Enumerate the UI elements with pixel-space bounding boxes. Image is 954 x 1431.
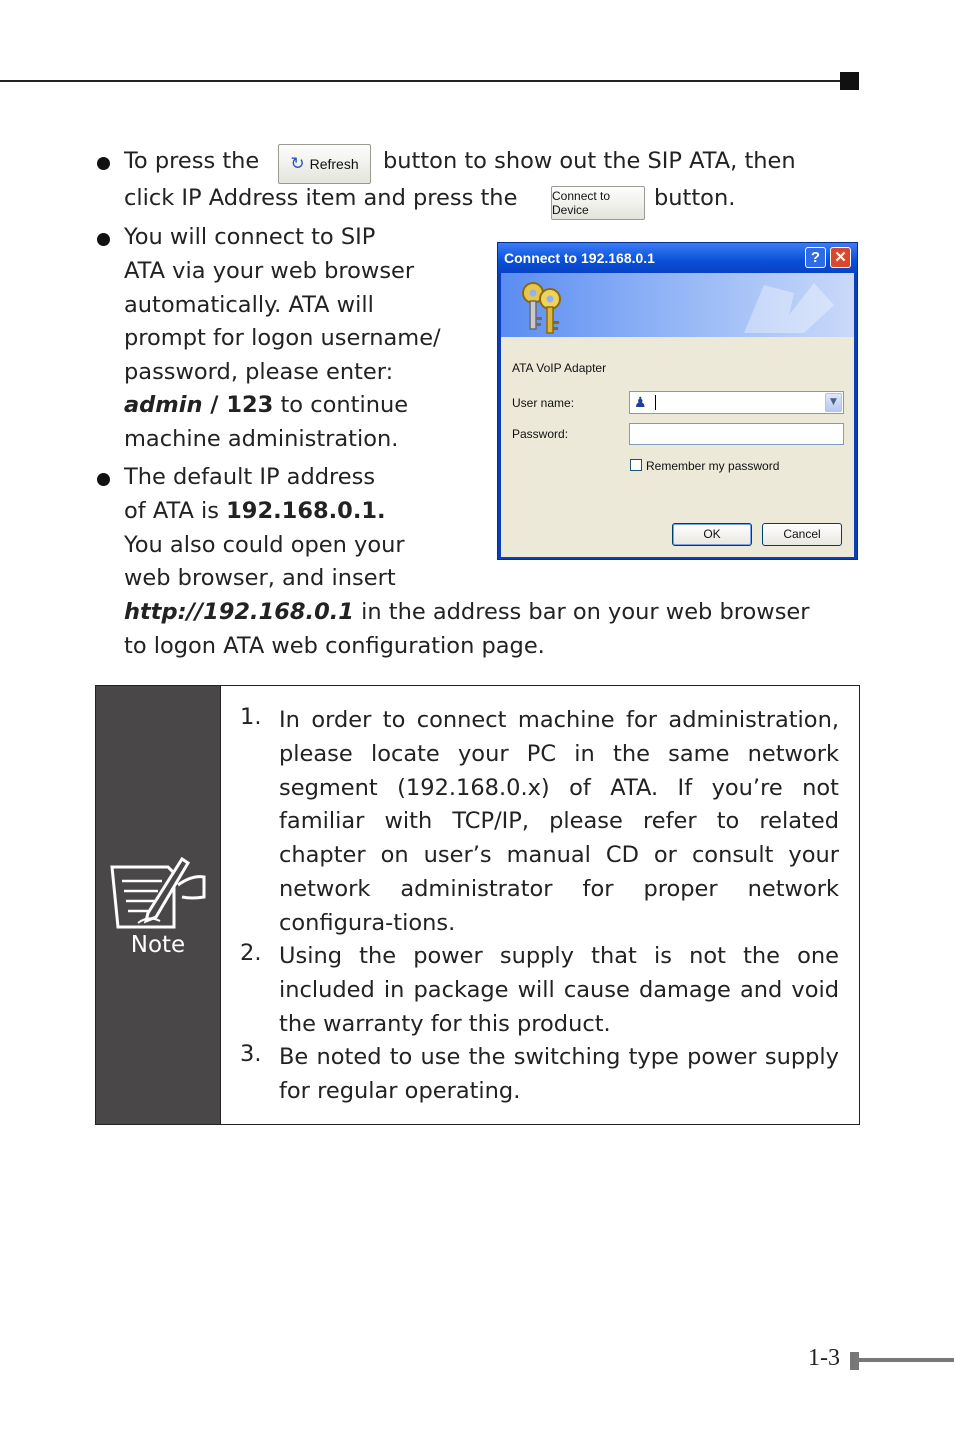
- realm-label: ATA VoIP Adapter: [512, 361, 607, 375]
- bullet3-url-rest: in the address bar on your web browser: [353, 599, 810, 625]
- username-label: User name:: [512, 396, 575, 410]
- login-dialog: [497, 242, 858, 560]
- note-item-number: 3.: [240, 1041, 262, 1067]
- credential-separator: /: [202, 392, 227, 418]
- refresh-button-image: [278, 144, 371, 184]
- password-input[interactable]: [629, 423, 844, 445]
- username-input[interactable]: [629, 391, 844, 414]
- note-item-number: 1.: [240, 704, 262, 730]
- chevron-down-icon[interactable]: ▼: [825, 393, 842, 412]
- bullet2-line: prompt for logon username/: [124, 325, 441, 351]
- refresh-button-label: Refresh: [309, 156, 359, 172]
- bullet3-line: [124, 599, 810, 625]
- note-label: Note: [130, 932, 186, 958]
- header-rule: [0, 80, 845, 82]
- credentials-rest: to continue: [273, 392, 409, 418]
- dialog-title: Connect to 192.168.0.1: [504, 250, 655, 266]
- user-icon: ♟: [634, 395, 647, 411]
- dialog-titlebar: [498, 243, 857, 273]
- bullet3-line: The default IP address: [124, 464, 376, 490]
- bullet3-line: You also could open your: [124, 532, 405, 558]
- note-item-number: 2.: [240, 940, 262, 966]
- cancel-button[interactable]: Cancel: [762, 523, 842, 546]
- footer-rule: [858, 1358, 954, 1362]
- bullet1-text-b: button to show out the SIP ATA, then: [383, 148, 796, 174]
- bullet2-line: automatically. ATA will: [124, 292, 374, 318]
- keys-icon: [517, 279, 569, 335]
- bullet3-line: [124, 498, 386, 524]
- bullet2-line: You will connect to SIP: [124, 224, 376, 250]
- remember-password-label: Remember my password: [646, 459, 780, 473]
- connect-button-label: Connect to Device: [552, 189, 611, 217]
- connect-to-device-button-image: [551, 186, 645, 220]
- close-icon[interactable]: ✕: [830, 247, 851, 268]
- bullet2-line: password, please enter:: [124, 359, 394, 385]
- ok-button[interactable]: OK: [672, 523, 752, 546]
- bullet3-ip-prefix: of ATA is: [124, 498, 227, 524]
- bullet1-text-c: click IP Address item and press the: [124, 185, 518, 211]
- refresh-icon: ↻: [290, 154, 305, 173]
- bullet3-line: to logon ATA web configuration page.: [124, 633, 545, 659]
- note-item-text: Be noted to use the switching type power supply for regular operating.: [279, 1044, 839, 1104]
- bullet2-line: ATA via your web browser: [124, 258, 415, 284]
- help-icon[interactable]: ?: [805, 247, 826, 268]
- header-marker: [840, 72, 859, 90]
- bullet3-line: web browser, and insert: [124, 565, 396, 591]
- note-item-text: Using the power supply that is not the one included in package will cause damage and void the warranty for this product.: [279, 943, 839, 1037]
- banner-decoration-icon: [734, 275, 844, 335]
- password-label: Password:: [512, 427, 569, 441]
- dialog-body: [501, 273, 854, 557]
- bullet-dot: [97, 473, 110, 486]
- default-ip: 192.168.0.1.: [226, 498, 386, 524]
- bullet-dot: [97, 157, 110, 170]
- bullet-dot: [97, 233, 110, 246]
- default-username: admin: [124, 392, 203, 418]
- note-item-text: In order to connect machine for administration, please locate your PC in the same network segment (192.168.0.x) of ATA. If you’re not familiar with TCP/IP, please refer to related chapter on user’s manual CD or consult your network administrator for proper network configura-tions.: [279, 707, 839, 936]
- bullet1-text-d: button.: [654, 185, 736, 211]
- credentials-line: [124, 392, 408, 418]
- bullet1-text-a: To press the: [124, 148, 260, 174]
- default-url: http://192.168.0.1: [124, 599, 354, 625]
- note-pen-icon: [108, 851, 208, 931]
- default-password: 123: [226, 392, 274, 418]
- remember-password-checkbox[interactable]: [630, 459, 642, 471]
- bullet2-line: machine administration.: [124, 426, 399, 452]
- note-sidebar: [96, 686, 221, 1124]
- text-caret: [655, 395, 656, 410]
- dialog-banner: [501, 273, 854, 337]
- page-number: 1-3: [808, 1345, 840, 1371]
